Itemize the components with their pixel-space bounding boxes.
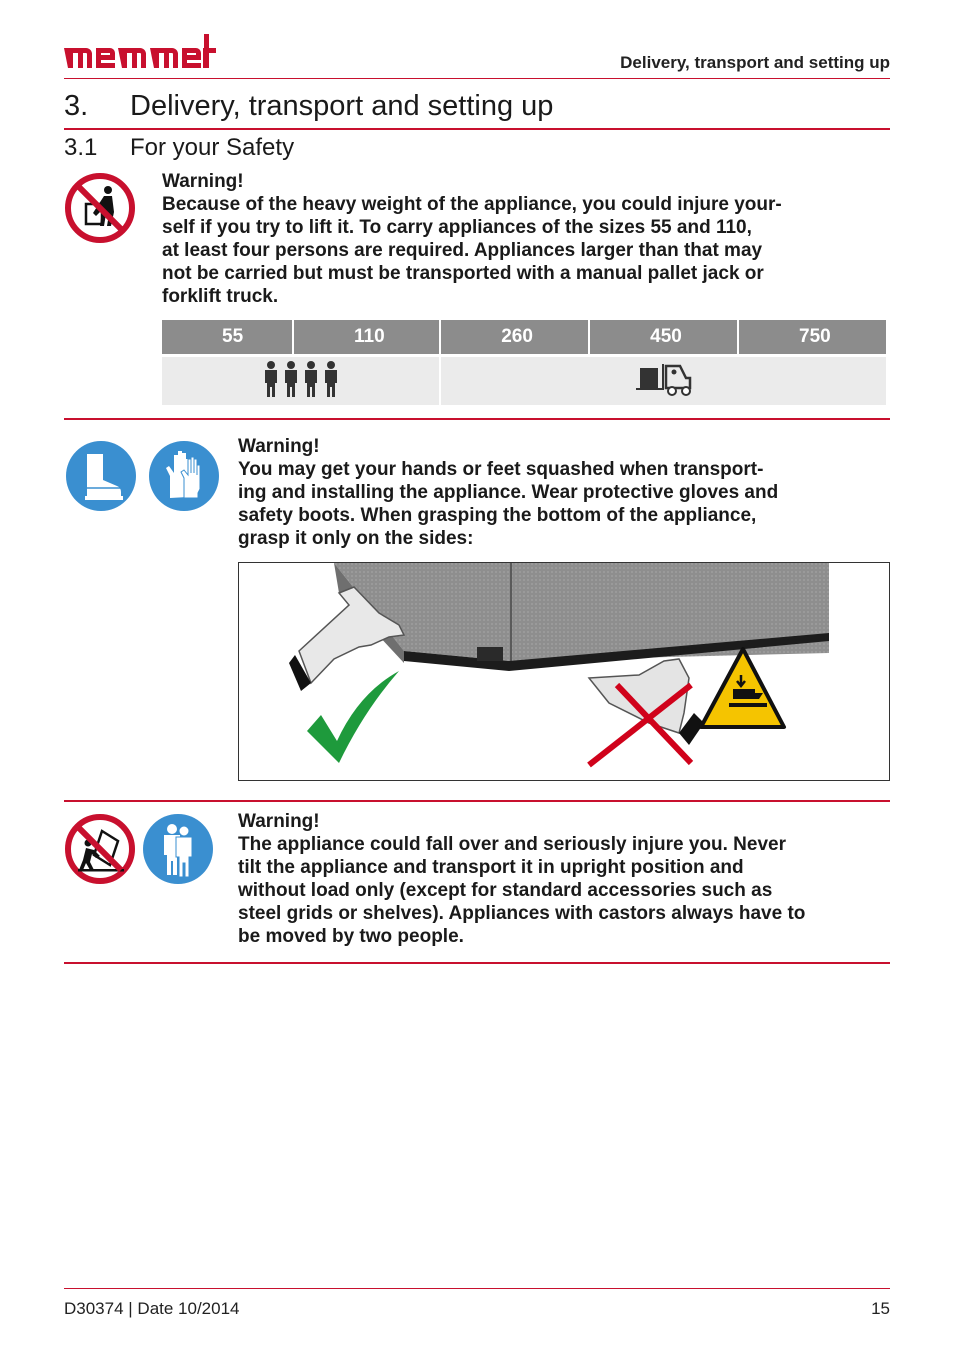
- section-rule-1: [64, 418, 890, 420]
- forklift-icon: [634, 362, 694, 396]
- warning-3-heading: Warning!: [238, 811, 320, 832]
- grasping-illustration: [238, 562, 890, 781]
- warning-1-heading: Warning!: [162, 171, 244, 192]
- warning-2-heading: Warning!: [238, 436, 320, 457]
- warning-3-line-2: tilt the appliance and transport it in upright position and: [238, 857, 744, 878]
- footer-document-id: D30374 | Date 10/2014: [64, 1299, 240, 1318]
- header-rule: [64, 78, 890, 79]
- warning-3-line-1: The appliance could fall over and seriously injure you. Never: [238, 834, 786, 855]
- forklift-cell: [441, 357, 886, 405]
- memmert-logo: [64, 34, 216, 77]
- size-header-450: 450: [590, 320, 737, 357]
- section-number: 3.1: [64, 134, 98, 161]
- size-header-260: 260: [441, 320, 588, 357]
- four-persons-icon: [262, 360, 340, 398]
- warning-2-line-4: grasp it only on the sides:: [238, 528, 474, 549]
- warning-1-line-4: not be carried but must be transported with a manual pallet jack or: [162, 263, 764, 284]
- chapter-title: Delivery, transport and setting up: [130, 90, 554, 122]
- footer-page-number: 15: [871, 1299, 890, 1318]
- warning-1-line-3: at least four persons are required. Appliances larger than that may: [162, 240, 763, 261]
- size-header-row: [162, 320, 886, 357]
- size-transport-table: [160, 320, 888, 405]
- section-rule-2: [64, 800, 890, 802]
- section-title: For your Safety: [130, 134, 295, 161]
- protective-gloves-icon: [148, 440, 220, 517]
- checkmark-icon: [307, 671, 399, 763]
- warning-3-line-5: be moved by two people.: [238, 926, 464, 947]
- warning-1-line-2: self if you try to lift it. To carry appliances of the sizes 55 and 110,: [162, 217, 752, 238]
- size-header-55: 55: [162, 320, 292, 357]
- memmert-logo-graphic: [64, 34, 216, 72]
- size-header-110: 110: [294, 320, 439, 357]
- warning-1-text: [162, 170, 782, 308]
- four-persons-cell: [162, 357, 439, 405]
- running-head: Delivery, transport and setting up: [620, 53, 890, 72]
- safety-boots-icon: [65, 440, 137, 517]
- warning-1-line-1: Because of the heavy weight of the appliance, you could injure your-: [162, 194, 782, 215]
- chapter-heading: [64, 90, 553, 123]
- warning-3-line-4: steel grids or shelves). Appliances with castors always have to: [238, 903, 806, 924]
- no-tilting-prohibition-icon: [64, 813, 136, 890]
- chapter-number: 3.: [64, 90, 89, 122]
- size-icon-row: [162, 357, 886, 405]
- section-rule-3: [64, 962, 890, 964]
- no-lifting-prohibition-icon: [64, 172, 136, 249]
- warning-1-line-5: forklift truck.: [162, 286, 279, 307]
- size-header-750: 750: [739, 320, 886, 357]
- warning-2-text: [238, 435, 778, 550]
- warning-3-text: [238, 810, 805, 948]
- two-persons-icon: [142, 813, 214, 890]
- warning-2-line-3: safety boots. When grasping the bottom of the appliance,: [238, 505, 757, 526]
- warning-3-line-3: without load only (except for standard accessories such as: [238, 880, 773, 901]
- footer-rule: [64, 1288, 890, 1289]
- warning-2-line-1: You may get your hands or feet squashed when transport-: [238, 459, 764, 480]
- appliance-bottom-drawing: [239, 563, 889, 780]
- hand-crush-warning-icon: [701, 649, 784, 727]
- warning-2-line-2: ing and installing the appliance. Wear protective gloves and: [238, 482, 779, 503]
- chapter-rule: [64, 128, 890, 130]
- section-heading: [64, 134, 294, 162]
